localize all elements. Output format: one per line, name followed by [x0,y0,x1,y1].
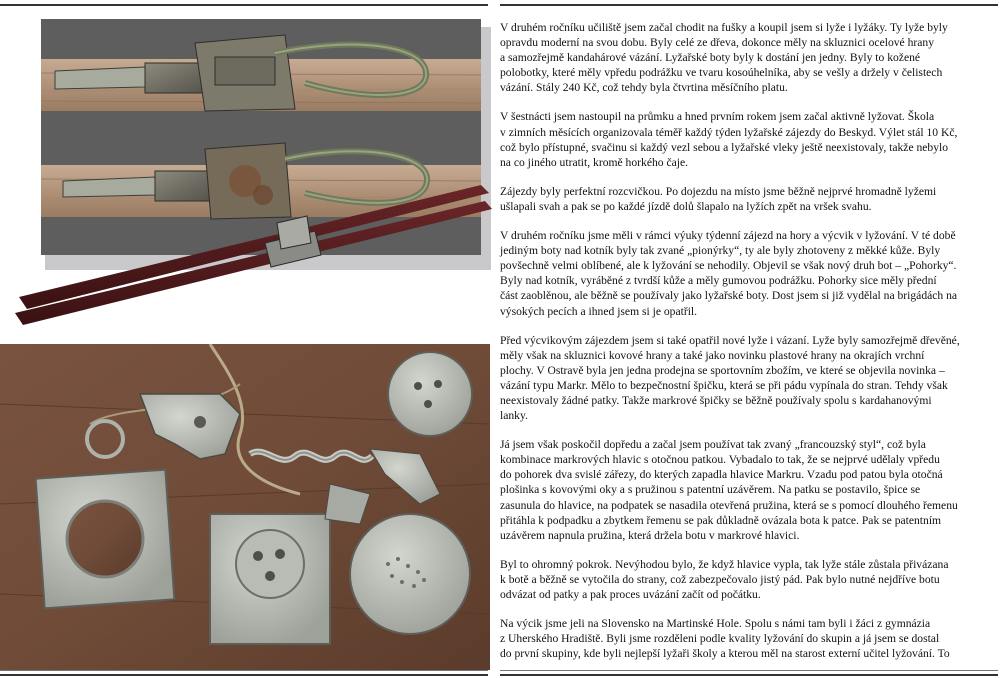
line: opravdu moderní na svou dobu. Byly celé ze dřeva, dokonce měly na skluznici ocelové hrany [500,36,934,50]
line: Byl to ohromný pokrok. Nevýhodou bylo, že když hlavice vypla, tak lyže stále zůstala přivázana [500,557,949,571]
line: do pohorek dva svislé zářezy, do kterých zapadla hlavice Markru. Vzadu pod patou byla otočná [500,468,943,482]
line: neexistovaly žádné patky. Takže markrové špičky se běžně používaly spolu s kardahanovými [500,393,932,407]
article-text [500,20,998,675]
line: odvázat od patky a pak proces uvázání začít od počátku. [500,588,761,601]
paragraph-7 [500,557,998,602]
paragraph-1 [500,20,998,95]
line: V šestnácti jsem nastoupil na průmku a hned prvním rokem jsem začal aktivně lyžovat. Škola [500,110,935,124]
line: měly však na skluznici kovové hrany a také jako novinku plastové hrany na okrajích vrchní [500,348,925,362]
line: výsokých pecích a ihned jsem si je opatřil. [500,304,698,318]
line: přitáhla k podpadku a zbytkem řemenu se pak důkladně ovázala bota k patce. Pak se patentním [500,513,942,527]
line: uzávěrem napnula pružina, která držela botu v markrové hlavici. [500,528,800,542]
line: plochy. V Ostravě byla jen jedna prodejna se sportovním zbožím, ve které se objevila novinka – [500,363,945,377]
top-rule-right [500,4,998,6]
line: do první skupiny, kde byli nejlepší lyžaři školy a kterou měl na starost externí učitel lyžování. To [500,647,950,661]
bottom-rule-left-1 [0,670,488,671]
line: V druhém ročníku učiliště jsem začal chodit na fušky a koupil jsem si lyže i lyžáky. Ty lyže byly [500,21,948,34]
line: Byly nad kotník, vyráběné z tvrdší kůže a měly gumovou podrážku. Pohorky sice měly přední [500,274,937,288]
line: vázání typu Markr. Mělo to bezpečnostní špičku, která se při pádu vypínala do stran. Tehdy však [500,378,948,392]
line: jediným boty nad kotník byly tak zvané „pionýrky“, ty ale byly zhotoveny z měkké kůže. Byly [500,244,941,258]
line: ušlapali svah a pak se po každé jízdě dolů šlapalo na lyžích zpět na vršek svahu. [500,199,872,213]
line: Zájezdy byly perfektní rozcvičkou. Po dojezdu na místo jsme běžně nejprvé hromadně lyžemi [500,184,937,198]
wooden-skis-with-kandahar-bindings-photo [15,13,492,330]
line: a samozřejmě kandahárové vázání. Lyžařské boty byly k dostání jen jedny. Byly to kožené [500,51,921,65]
line: část zaoblěnou, ale běžně se používaly jako lyžařské boty. Dost jsem si již vydělal na brigádách na [500,289,958,303]
line: polobotky, které měly vpředu podrážku ve tvaru kosoúhelníka, aby se vešly a držely v čelistech [500,66,943,80]
markr-binding-parts-photo [0,344,490,670]
paragraph-8 [500,616,998,661]
line: vázání. Stály 240 Kč, což tehdy byla čtvrtina měsíčního platu. [500,81,788,95]
line: Já jsem však poskočil dopředu a začal jsem používat tak zvaný „francouzský styl“, což byla [500,438,926,452]
line: k botě a běžně se vytočila do strany, což zabezpečovalo jistý pád. Pak bylo nutné nejdříve botu [500,572,940,586]
line: z Uherského Hradiště. Byli jsme rozděleni podle kvality lyžování do skupin a já jsem se dostal [500,632,940,646]
disc-top [388,352,472,436]
line: V druhém ročníku jsme měli v rámci výuky týdenní zájezd na hory a výcvik v lyžování. V té době [500,229,956,243]
line: což bylo přístupné, svačinu si každý vezl sebou a lyžařské vleky ještě neexistovaly, takže nebylo [500,140,949,154]
line: Na výcik jsme jeli na Slovensko na Martinské Hole. Spolu s námi tam byli i žáci z gymnázia [500,617,931,631]
top-rule-left [0,4,488,6]
line: lanky. [500,409,528,423]
line: v zimních měsících organizovala téměř každý týden lyžařské zájezdy do Beskyd. Výlet stál 10 Kč, [500,125,958,139]
paragraph-5 [500,333,998,424]
line: povšechně velmi oblíbené, ale k lyžování se nehodily. Objevil se však nový druh bot – „Pohorky“. [500,259,957,273]
paragraph-6 [500,437,998,543]
line: kombinace markrových hlavic s otočnou patkou. Vybadalo to tak, že se nejprvé udělaly vpředu [500,453,940,467]
line: na co jiného utratit, kromě horkého čaje. [500,155,689,169]
line: Před výcvikovým zájezdem jsem si také opatřil nové lyže i vázaní. Lyže byly samozřejmě dřevěné, [500,333,960,347]
paragraph-3 [500,184,998,214]
line: plošinka s kovovými oky a s pružinou s patentní uzávěrem. Na patku se postavilo, špice se [500,483,921,497]
disc-bottom [350,514,470,634]
line: zasunula do hlavice, na podpatek se nasadila otevřená pružina, která se s pomocí dlouhého řemenu [500,498,958,512]
paragraph-2 [500,109,998,169]
paragraph-4 [500,228,998,319]
bottom-rule-left-2 [0,674,488,676]
